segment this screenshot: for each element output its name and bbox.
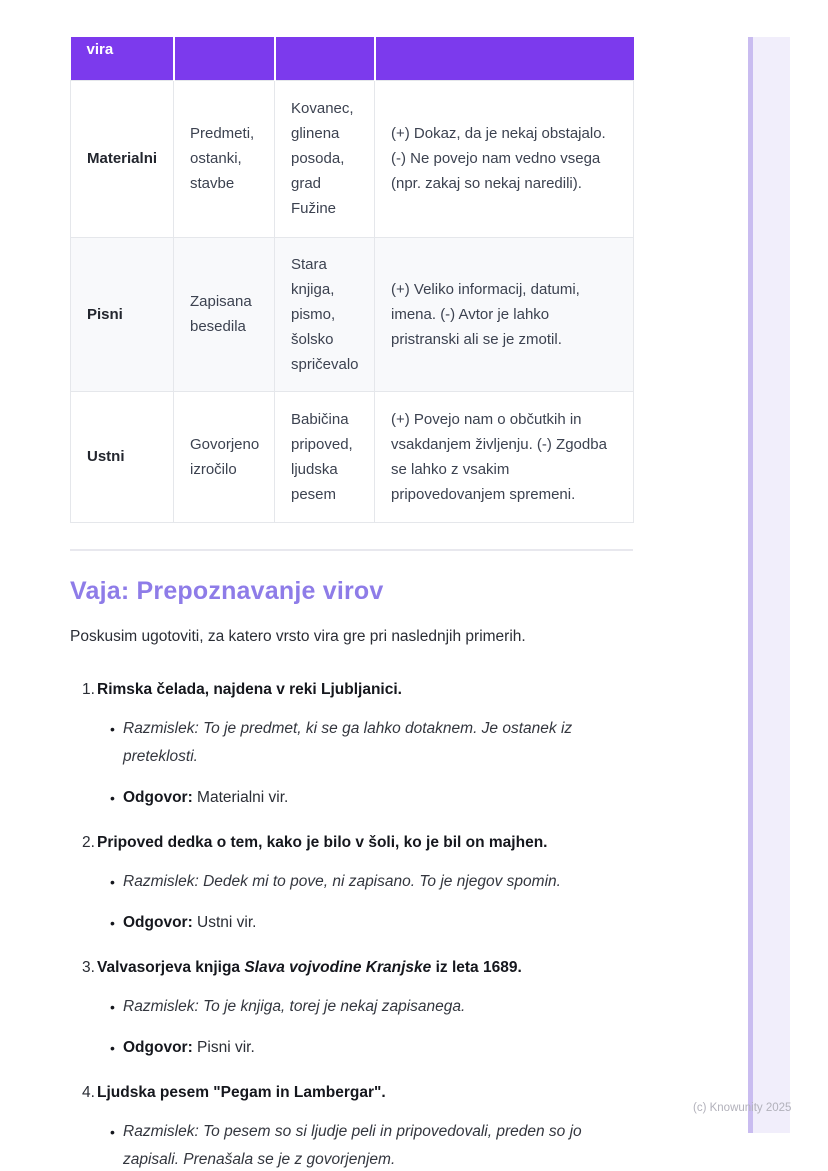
razmislek-bullet <box>70 1118 633 1171</box>
cell-description: Predmeti, ostanki, stavbe <box>174 80 275 237</box>
exercise-heading: Vaja: Prepoznavanje virov <box>70 576 384 605</box>
exercise-item-1 <box>70 677 633 812</box>
bullet-dot-icon: • <box>110 789 115 806</box>
bullet-dot-icon: • <box>110 1039 115 1056</box>
header-cell-2 <box>174 37 275 80</box>
page-content <box>70 37 633 1171</box>
odgovor-text <box>123 909 256 937</box>
cell-notes: (+) Povejo nam o občutkih in vsakdanjem življenju. (-) Zgodba se lahko z vsakim pripovedovanjem spremeni. <box>375 391 634 522</box>
book-title: Slava vojvodine Kranjske <box>244 958 432 976</box>
odgovor-text <box>123 784 288 812</box>
cell-examples: Kovanec, glinena posoda, grad Fužine <box>275 80 375 237</box>
item-title: Rimska čelada, najdena v reki Ljubljanici. <box>97 680 402 698</box>
item-bullets <box>70 715 633 812</box>
page-edge-strip <box>748 37 790 1133</box>
item-title: Ljudska pesem "Pegam in Lambergar". <box>97 1083 386 1101</box>
cell-notes: (+) Dokaz, da je nekaj obstajalo. (-) Ne povejo nam vedno vsega (npr. zakaj so nekaj naredili). <box>375 80 634 237</box>
section-divider <box>70 549 633 551</box>
item-title: Pripoved dedka o tem, kako je bilo v šoli, ko je bil on majhen. <box>97 833 548 851</box>
razmislek-bullet <box>70 993 633 1021</box>
item-title <box>97 955 522 981</box>
odgovor-label: Odgovor: <box>123 913 193 931</box>
razmislek-text: Razmislek: Dedek mi to pove, ni zapisano. To je njegov spomin. <box>123 872 561 890</box>
exercise-item-2 <box>70 830 633 937</box>
cell-examples: Babičina pripoved, ljudska pesem <box>275 391 375 522</box>
table-row-ustni <box>71 391 634 522</box>
razmislek-bullet <box>70 868 633 896</box>
item-number: 2. <box>82 833 95 851</box>
odgovor-label: Odgovor: <box>123 788 193 806</box>
table-row-pisni <box>71 237 634 391</box>
odgovor-bullet <box>70 784 633 812</box>
odgovor-value: Pisni vir. <box>192 1038 255 1056</box>
razmislek-text: Razmislek: To pesem so si ljudje peli in pripovedovali, preden so jo zapisali. Prenašala se je z govorjenjem. <box>123 1122 582 1168</box>
item-bullets <box>70 993 633 1062</box>
sources-table <box>70 37 634 523</box>
item-bullets <box>70 868 633 937</box>
odgovor-bullet <box>70 909 633 937</box>
cell-type: Ustni <box>71 391 174 522</box>
odgovor-value: Materialni vir. <box>192 788 289 806</box>
cell-notes: (+) Veliko informacij, datumi, imena. (-) Avtor je lahko pristranski ali se je zmotil. <box>375 237 634 391</box>
odgovor-bullet <box>70 1034 633 1062</box>
exercise-item-4 <box>70 1080 633 1171</box>
razmislek-bullet <box>70 715 633 771</box>
item-number: 3. <box>82 958 95 976</box>
bullet-dot-icon: • <box>110 873 115 890</box>
header-cell-vira: vira <box>71 37 174 80</box>
cell-description: Govorjeno izročilo <box>174 391 275 522</box>
bullet-dot-icon: • <box>110 998 115 1015</box>
odgovor-label: Odgovor: <box>123 1038 193 1056</box>
odgovor-value: Ustni vir. <box>192 913 257 931</box>
title-prefix: Valvasorjeva knjiga <box>97 958 245 976</box>
header-cell-4 <box>375 37 634 80</box>
sources-table-header <box>71 37 634 80</box>
title-suffix: iz leta 1689. <box>431 958 522 976</box>
item-number: 1. <box>82 680 95 698</box>
cell-type: Pisni <box>71 237 174 391</box>
exercise-list <box>70 677 633 1171</box>
exercise-intro: Poskusim ugotoviti, za katero vrsto vira gre pri naslednjih primerih. <box>70 627 526 645</box>
razmislek-text: Razmislek: To je predmet, ki se ga lahko dotaknem. Je ostanek iz preteklosti. <box>123 719 573 765</box>
table-row-materialni <box>71 80 634 237</box>
cell-type: Materialni <box>71 80 174 237</box>
bullet-dot-icon: • <box>110 914 115 931</box>
copyright-notice: (c) Knowunity 2025 <box>693 1102 792 1114</box>
odgovor-text <box>123 1034 255 1062</box>
razmislek-text: Razmislek: To je knjiga, torej je nekaj zapisanega. <box>123 997 466 1015</box>
cell-examples: Stara knjiga, pismo, šolsko spričevalo <box>275 237 375 391</box>
item-bullets <box>70 1118 633 1171</box>
bullet-dot-icon: • <box>110 720 115 737</box>
cell-description: Zapisana besedila <box>174 237 275 391</box>
item-number: 4. <box>82 1083 95 1101</box>
exercise-item-3 <box>70 955 633 1062</box>
bullet-dot-icon: • <box>110 1123 115 1140</box>
header-cell-3 <box>275 37 375 80</box>
